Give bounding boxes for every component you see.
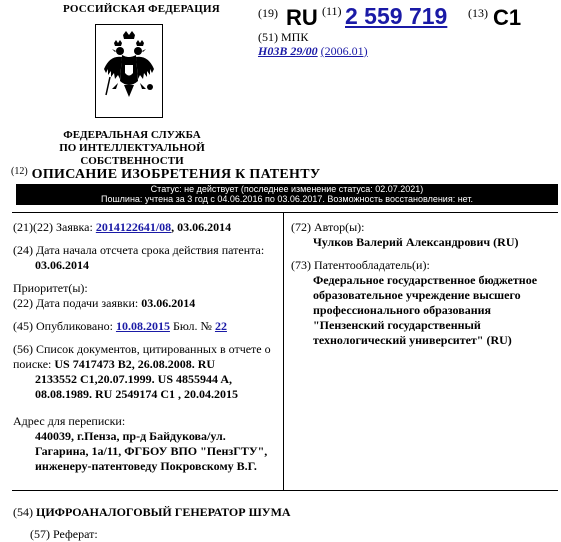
table-bottom-border xyxy=(12,490,558,491)
address-block xyxy=(13,414,283,474)
russian-coat-of-arms-icon xyxy=(95,24,163,118)
cited-line-2: 2133552 C1,20.07.1999. US 4855944 A, xyxy=(35,372,233,386)
published-block xyxy=(13,319,283,334)
address-line-2: Гагарина, 1а/11, ФГБОУ ВПО "ПензГТУ", xyxy=(35,444,268,458)
application-date: , 03.06.2014 xyxy=(171,220,232,234)
status-bar xyxy=(16,184,558,205)
code-11: (11) xyxy=(322,4,342,18)
published-label: (45) Опубликовано: xyxy=(13,319,113,333)
invention-title xyxy=(13,505,291,520)
abstract-label: (57) Реферат: xyxy=(30,527,98,541)
cited-line-3: 08.08.1989. RU 2549174 C1 , 20.04.2015 xyxy=(35,387,238,401)
published-date-link[interactable]: 10.08.2015 xyxy=(115,319,170,333)
bulletin-label: Бюл. № xyxy=(172,319,212,333)
bibliographic-left-column xyxy=(13,220,283,474)
country-code: RU xyxy=(286,5,318,30)
author-name: Чулков Валерий Александрович (RU) xyxy=(313,235,519,249)
owner-line-4: "Пензенский государственный xyxy=(313,318,481,332)
kind-code: C1 xyxy=(493,5,522,30)
document-title xyxy=(11,165,320,183)
cited-line-1: US 7417473 B2, 26.08.2008. RU xyxy=(54,357,216,371)
author-block xyxy=(291,220,553,250)
federation-name: РОССИЙСКАЯ ФЕДЕРАЦИЯ xyxy=(63,3,220,15)
bulletin-number-link[interactable]: 22 xyxy=(214,319,227,333)
service-line-1: ФЕДЕРАЛЬНАЯ СЛУЖБА xyxy=(63,129,201,141)
term-label: (24) Дата начала отсчета срока действия патента: xyxy=(13,243,265,257)
owner-line-3: профессионального образования xyxy=(313,303,492,317)
code-19: (19) xyxy=(258,6,278,20)
ipc-classification xyxy=(258,44,368,59)
code-13: (13) xyxy=(468,6,488,20)
title-code: (12) xyxy=(11,166,28,177)
status-line: Статус: не действует (последнее изменение статуса: 02.07.2021) xyxy=(150,184,424,194)
bibliographic-right-column xyxy=(291,220,553,356)
invention-code: (54) xyxy=(13,505,33,519)
column-divider xyxy=(283,212,284,490)
priority-label: Приоритет(ы): xyxy=(13,281,88,295)
filing-block xyxy=(13,296,283,311)
title-text: ОПИСАНИЕ ИЗОБРЕТЕНИЯ К ПАТЕНТУ xyxy=(31,167,321,182)
address-line-3: инженеру-патентоведу Покровскому В.Г. xyxy=(35,459,257,473)
cited-label: (56) Список документов, цитированных в отчете о поиске: xyxy=(13,342,271,371)
filing-date: 03.06.2014 xyxy=(141,296,196,310)
owner-line-5: технологический университет" (RU) xyxy=(313,333,512,347)
owner-label: (73) Патентообладатель(и): xyxy=(291,258,430,272)
application-label: (21)(22) Заявка: xyxy=(13,220,93,234)
table-top-border xyxy=(12,212,558,213)
term-block xyxy=(13,243,283,273)
mpk-label: (51) МПК xyxy=(258,30,309,44)
service-line-2: ПО ИНТЕЛЛЕКТУАЛЬНОЙ СОБСТВЕННОСТИ xyxy=(59,142,205,167)
term-date: 03.06.2014 xyxy=(35,258,89,272)
ipc-version[interactable]: (2006.01) xyxy=(320,44,368,58)
owner-line-1: Федеральное государственное бюджетное xyxy=(313,273,538,287)
address-line-1: 440039, г.Пенза, пр-д Байдукова/ул. xyxy=(35,429,226,443)
application-number-link[interactable]: 2014122641/08 xyxy=(95,220,172,234)
filing-label: (22) Дата подачи заявки: xyxy=(13,296,139,310)
application-block xyxy=(13,220,283,235)
ipc-class-link[interactable]: H03B 29/00 xyxy=(258,44,318,58)
owner-line-2: образовательное учреждение высшего xyxy=(313,288,521,302)
author-label: (72) Автор(ы): xyxy=(291,220,365,234)
owner-block xyxy=(291,258,553,348)
cited-block xyxy=(13,342,283,402)
fee-line: Пошлина: учтена за 3 год с 04.06.2016 по 03.06.2017. Возможность восстановления: нет. xyxy=(100,194,474,204)
invention-name: ЦИФРОАНАЛОГОВЫЙ ГЕНЕРАТОР ШУМА xyxy=(36,505,291,519)
address-label: Адрес для переписки: xyxy=(13,414,126,428)
patent-number-link[interactable]: 2 559 719 xyxy=(345,3,448,29)
federal-service-name xyxy=(17,129,247,168)
